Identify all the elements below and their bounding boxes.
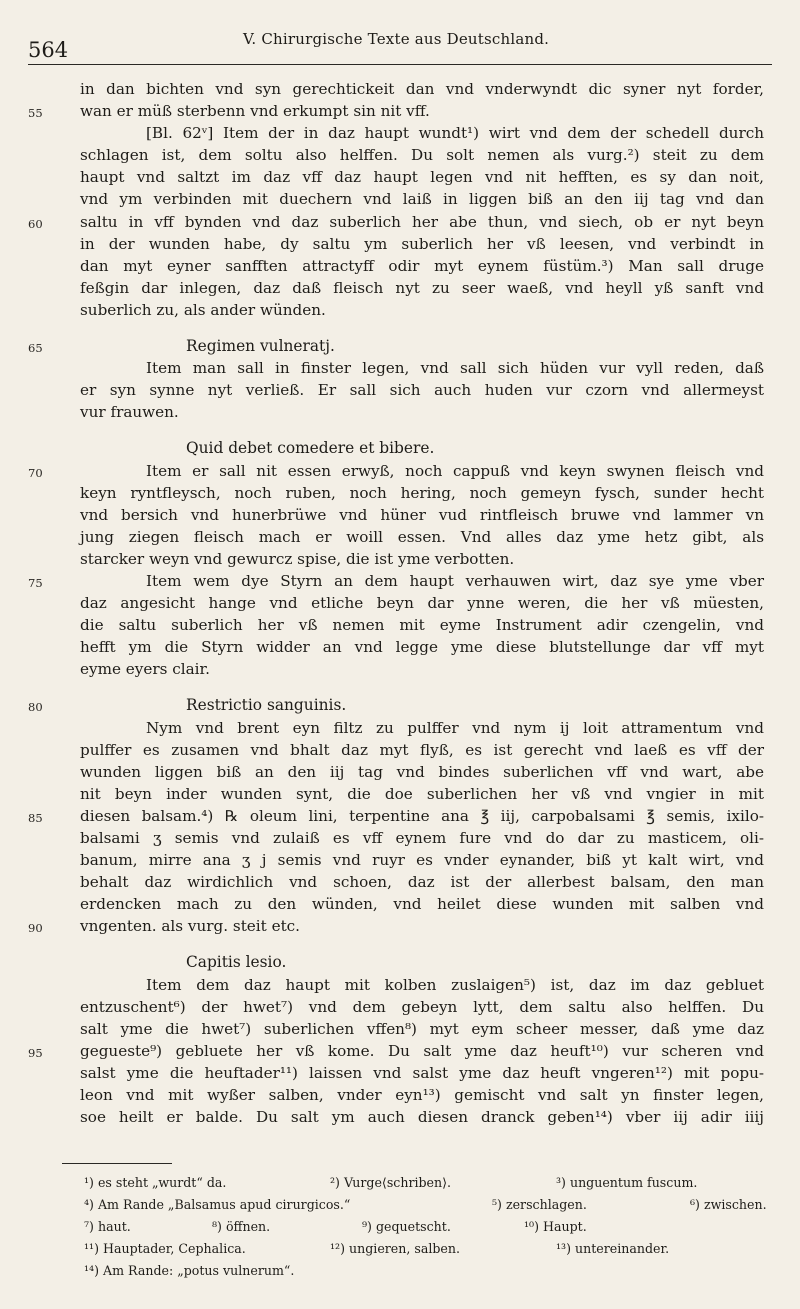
text-line — [0, 144, 800, 166]
line-text: behalt daz wirdichlich vnd schoen, daz ist der allerbest balsam, den man — [80, 873, 764, 892]
text-line — [0, 526, 800, 548]
footnote: ⁵) zerschlagen. — [492, 1197, 587, 1212]
text-line — [0, 915, 800, 937]
line-text: Item wem dye Styrn an dem haupt verhauwen wirt, daz sye yme vber — [146, 571, 764, 590]
line-text: leon vnd mit wyßer salben, vnder eyn¹³) gemischt vnd salt yn finster legen, — [80, 1086, 764, 1105]
footnote-rule — [62, 1163, 172, 1164]
footnote-row — [62, 1194, 782, 1216]
line-text: vnd ym verbinden mit duechern vnd laiß in liggen biß an den iij tag vnd dan — [80, 190, 764, 209]
text-line — [0, 1106, 800, 1128]
footnote-row — [62, 1216, 782, 1238]
line-number: 60 — [28, 216, 43, 231]
footnote: ¹⁴) Am Rande: „potus vulnerum“. — [84, 1263, 295, 1278]
line-number: 90 — [28, 921, 43, 936]
paragraph-gap — [0, 423, 800, 437]
line-text: entzuschent⁶) der hwet⁷) vnd dem gebeyn lytt, dem saltu also helffen. Du — [80, 997, 764, 1016]
text-line — [0, 78, 800, 100]
text-line — [0, 614, 800, 636]
text-line — [0, 122, 800, 144]
line-text: er syn synne nyt verließ. Er sall sich auch huden vur czorn vnd allermeyst — [80, 381, 764, 400]
paragraph-gap — [0, 937, 800, 951]
text-line — [0, 761, 800, 783]
text-line — [0, 1084, 800, 1106]
text-line — [0, 460, 800, 482]
text-line — [0, 1040, 800, 1062]
text-line — [0, 379, 800, 401]
text-line — [0, 548, 800, 570]
text-line — [0, 996, 800, 1018]
line-text: vur frauwen. — [80, 403, 179, 422]
footnote: ³) unguentum fuscum. — [556, 1175, 698, 1190]
line-text: salst yme die heuftader¹¹) laissen vnd salst yme daz heuft vngeren¹²) mit popu- — [80, 1063, 764, 1082]
section-heading: Capitis lesio. — [186, 953, 287, 972]
line-text: in dan bichten vnd syn gerechtickeit dan vnd vnderwyndt dic syner nyt forder, — [80, 80, 764, 98]
footnotes — [62, 1172, 782, 1282]
line-text: [Bl. 62ᵛ] Item der in daz haupt wundt¹) wirt vnd dem der schedell durch — [146, 124, 764, 143]
line-number: 95 — [28, 1045, 43, 1060]
line-text: salt yme die hwet⁷) suberlichen vffen⁸) myt eym scheer messer, daß yme daz — [80, 1019, 764, 1038]
footnote: ¹²) ungieren, salben. — [330, 1241, 460, 1256]
text-line — [0, 233, 800, 255]
page-header — [28, 24, 772, 65]
line-text: starcker weyn vnd gewurcz spise, die ist yme verbotten. — [80, 549, 515, 568]
text-line — [0, 849, 800, 871]
text-line — [0, 805, 800, 827]
text-line — [0, 636, 800, 658]
line-number: 75 — [28, 575, 43, 590]
text-line — [0, 255, 800, 277]
text-line — [0, 100, 800, 122]
text-line — [0, 570, 800, 592]
text-line — [0, 277, 800, 299]
line-text: gegueste⁹) gebluete her vß kome. Du salt yme daz heuft¹⁰) vur scheren vnd — [80, 1041, 764, 1060]
text-line — [0, 827, 800, 849]
section-heading-line — [0, 335, 800, 357]
text-line — [0, 357, 800, 379]
line-text: keyn ryntfleysch, noch ruben, noch hering, noch gemeyn fysch, sunder hecht — [80, 483, 764, 502]
footnote: ⁹) gequetscht. — [362, 1219, 451, 1234]
text-line — [0, 783, 800, 805]
main-text — [0, 78, 800, 1128]
line-text: Item man sall in finster legen, vnd sall sich hüden vur vyll reden, daß — [146, 359, 764, 378]
footnote-row — [62, 1238, 782, 1260]
line-text: soe heilt er balde. Du salt ym auch diesen dranck geben¹⁴) vber iij adir iiij — [80, 1108, 764, 1127]
line-text: pulffer es zusamen vnd bhalt daz myt flyß, es ist gerecht vnd laeß es vff der — [80, 740, 764, 759]
section-heading: Restrictio sanguinis. — [186, 696, 347, 715]
line-text: feßgin dar inlegen, daz daß fleisch nyt zu seer waeß, vnd heyll yß sanft vnd — [80, 278, 764, 297]
line-text: nit beyn inder wunden synt, die doe suberlichen her vß vnd vngier in mit — [80, 784, 764, 803]
line-text: Item er sall nit essen erwyß, noch cappuß vnd keyn swynen fleisch vnd — [146, 461, 764, 480]
text-line — [0, 166, 800, 188]
text-line — [0, 211, 800, 233]
footnote: ⁸) öffnen. — [212, 1219, 271, 1234]
line-text: jung ziegen fleisch mach er woill essen. Vnd alles daz yme hetz gibt, als — [80, 527, 764, 546]
line-text: vngenten. als vurg. steit etc. — [80, 917, 301, 936]
line-text: saltu in vff bynden vnd daz suberlich her abe thun, vnd siech, ob er nyt beyn — [80, 212, 764, 231]
footnote: ¹¹) Hauptader, Cephalica. — [84, 1241, 246, 1256]
text-line — [0, 592, 800, 614]
line-text: schlagen ist, dem soltu also helffen. Du solt nemen als vurg.²) steit zu dem — [80, 146, 764, 165]
footnote: ¹⁰) Haupt. — [524, 1219, 587, 1234]
footnote: ⁴) Am Rande „Balsamus apud cirurgicos.“ — [84, 1197, 351, 1212]
line-text: wunden liggen biß an den iij tag vnd bindes suberlichen vff vnd wart, abe — [80, 762, 764, 781]
line-text: suberlich zu, als ander wünden. — [80, 300, 326, 319]
text-line — [0, 871, 800, 893]
paragraph-gap — [0, 680, 800, 694]
section-heading-line — [0, 951, 800, 973]
paragraph-gap — [0, 321, 800, 335]
line-number: 65 — [28, 341, 43, 356]
footnote-row — [62, 1260, 782, 1282]
page-number: 564 — [28, 38, 69, 62]
text-line — [0, 401, 800, 423]
line-text: dan myt eyner sanfften attractyff odir myt eynem füstüm.³) Man sall druge — [80, 256, 764, 275]
footnote-row — [62, 1172, 782, 1194]
footnote: ⁶) zwischen. — [690, 1197, 767, 1212]
section-heading: Regimen vulneratj. — [186, 337, 335, 356]
footnote: ²) Vurge⟨schriben⟩. — [330, 1175, 452, 1190]
section-heading: Quid debet comedere et bibere. — [186, 439, 435, 458]
line-text: Item dem daz haupt mit kolben zuslaigen⁵) ist, daz im daz gebluet — [146, 975, 764, 994]
footnote: ¹³) untereinander. — [556, 1241, 670, 1256]
text-line — [0, 1062, 800, 1084]
line-text: vnd bersich vnd hunerbrüwe vnd hüner vud rintfleisch bruwe vnd lammer vn — [80, 505, 764, 524]
line-text: diesen balsam.⁴) ℞ oleum lini, terpentine ana ℥ iij, carpobalsami ℥ semis, ixilo- — [80, 806, 764, 825]
text-line — [0, 893, 800, 915]
line-number: 80 — [28, 700, 43, 715]
text-line — [0, 188, 800, 210]
line-number: 55 — [28, 106, 43, 121]
text-line — [0, 482, 800, 504]
text-line — [0, 299, 800, 321]
line-text: erdencken mach zu den wünden, vnd heilet diese wunden mit salben vnd — [80, 895, 764, 914]
line-text: banum, mirre ana ʒ j semis vnd ruyr es vnder eynander, biß yt kalt wirt, vnd — [80, 851, 764, 870]
line-text: Nym vnd brent eyn filtz zu pulffer vnd nym ij loit attramentum vnd — [146, 718, 764, 737]
line-text: hefft ym die Styrn widder an vnd legge yme diese blutstellunge dar vff myt — [80, 638, 764, 657]
line-number: 85 — [28, 810, 43, 825]
footnote: ¹) es steht „wurdt“ da. — [84, 1175, 227, 1190]
text-line — [0, 739, 800, 761]
text-line — [0, 974, 800, 996]
line-number: 70 — [28, 465, 43, 480]
section-heading-line — [0, 437, 800, 459]
line-text: haupt vnd saltzt im daz vff daz haupt legen vnd nit hefften, es sy dan noit, — [80, 168, 764, 187]
line-text: balsami ʒ semis vnd zulaiß es vff eynem fure vnd do dar zu masticem, oli- — [80, 829, 764, 847]
text-line — [0, 658, 800, 680]
line-text: in der wunden habe, dy saltu ym suberlich her vß leesen, vnd verbindt in — [80, 234, 764, 253]
line-text: daz angesicht hange vnd etliche beyn dar ynne weren, die her vß müesten, — [80, 594, 764, 613]
section-heading-line — [0, 694, 800, 716]
line-text: wan er müß sterbenn vnd erkumpt sin nit vff. — [80, 102, 430, 121]
text-line — [0, 504, 800, 526]
text-line — [0, 1018, 800, 1040]
text-line — [0, 717, 800, 739]
footnote: ⁷) haut. — [84, 1219, 131, 1234]
running-head: V. Chirurgische Texte aus Deutschland. — [243, 30, 550, 48]
line-text: eyme eyers clair. — [80, 660, 210, 679]
line-text: die saltu suberlich her vß nemen mit eyme Instrument adir czengelin, vnd — [80, 616, 764, 635]
